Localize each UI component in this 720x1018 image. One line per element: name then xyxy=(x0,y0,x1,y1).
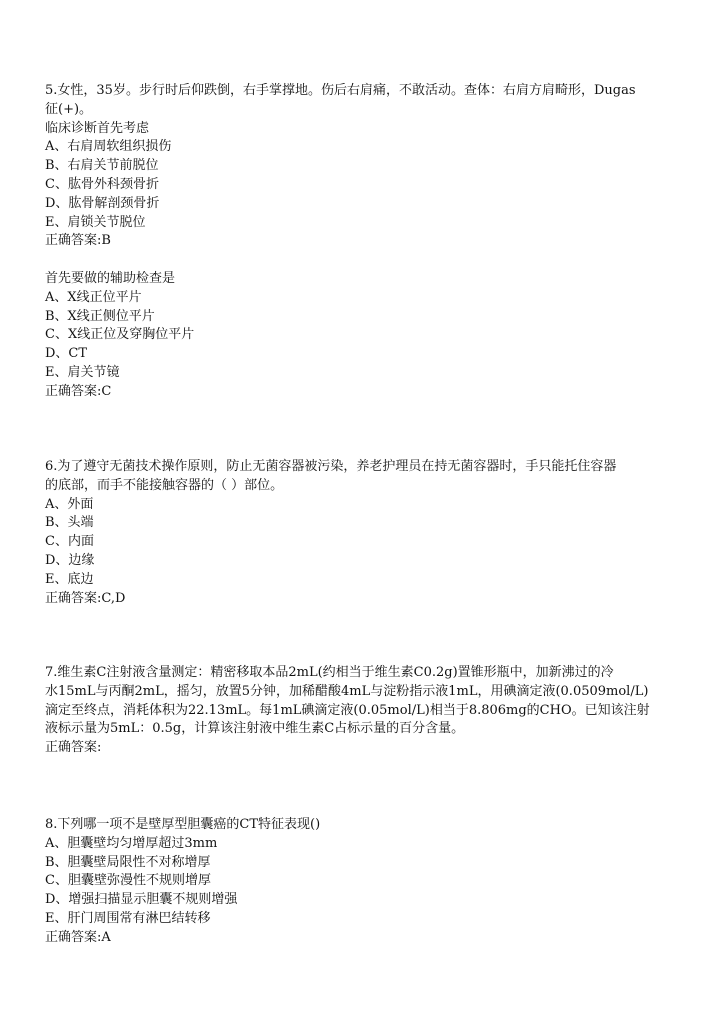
q7-stem-line3: 滴定至终点，消耗体积为22.13mL。每1mL碘滴定液(0.05mol/L)相当于8.806mg的CHO。已知该注射 xyxy=(45,702,650,718)
question-5 xyxy=(45,82,679,402)
q7-answer: 正确答案: xyxy=(45,740,102,756)
q5-sub2-answer: 正确答案:C xyxy=(45,383,112,399)
q6-answer: 正确答案:C,D xyxy=(45,590,126,606)
q8-option-b: B、胆囊壁局限性不对称增厚 xyxy=(45,854,211,870)
q5-stem-line2: 征(+)。 xyxy=(45,101,93,117)
q8-option-a: A、胆囊壁均匀增厚超过3mm xyxy=(45,835,218,851)
q8-stem: 8.下列哪一项不是壁厚型胆囊癌的CT特征表现() xyxy=(45,817,321,832)
q5-sub1-option-e: E、肩锁关节脱位 xyxy=(45,214,146,230)
q5-sub2-option-c: C、X线正位及穿胸位平片 xyxy=(45,327,195,343)
q5-sub1-option-d: D、肱骨解剖颈骨折 xyxy=(45,195,160,211)
q7-stem-line1: 7.维生素C注射液含量测定：精密移取本品2mL(约相当于维生素C0.2g)置锥形瓶中，加新沸过的冷 xyxy=(45,665,614,680)
q5-sub1-option-a: A、右肩周软组织损伤 xyxy=(45,139,172,155)
q8-answer: 正确答案:A xyxy=(45,929,111,945)
q8-option-c: C、胆囊壁弥漫性不规则增厚 xyxy=(45,873,211,889)
q7-stem-line2: 水15mL与丙酮2mL，摇匀，放置5分钟，加稀醋酸4mL与淀粉指示液1mL，用碘滴定液(0.0509mol/L) xyxy=(45,683,649,699)
q7-stem-line4: 液标示量为5mL：0.5g，计算该注射液中维生素C占标示量的百分含量。 xyxy=(45,721,465,737)
question-7 xyxy=(45,664,679,758)
q8-option-d: D、增强扫描显示胆囊不规则增强 xyxy=(45,892,238,908)
question-6 xyxy=(45,458,679,608)
q5-sub2-option-b: B、X线正侧位平片 xyxy=(45,308,155,324)
q5-sub2-option-e: E、肩关节镜 xyxy=(45,364,120,380)
q5-sub2-option-d: D、CT xyxy=(45,346,88,362)
q5-sub1-prompt: 临床诊断首先考虑 xyxy=(45,120,150,136)
q6-stem-line2: 的底部，而手不能接触容器的（ ）部位。 xyxy=(45,477,284,493)
q6-option-c: C、内面 xyxy=(45,534,94,550)
q5-stem-line1: 5.女性，35岁。步行时后仰跌倒，右手掌撑地。伤后右肩痛，不敢活动。查体：右肩方肩畸形，Dugas xyxy=(45,83,636,98)
question-8 xyxy=(45,816,679,948)
q6-option-b: B、头端 xyxy=(45,515,94,531)
q5-sub2-option-a: A、X线正位平片 xyxy=(45,289,142,305)
q5-sub1-answer: 正确答案:B xyxy=(45,233,111,249)
q6-stem-line1: 6.为了遵守无菌技术操作原则，防止无菌容器被污染，养老护理员在持无菌容器时，手只能托住容器 xyxy=(45,459,617,474)
q6-option-d: D、边缘 xyxy=(45,552,95,568)
q6-option-a: A、外面 xyxy=(45,496,94,512)
q8-option-e: E、肝门周围常有淋巴结转移 xyxy=(45,910,211,926)
q5-sub1-option-c: C、肱骨外科颈骨折 xyxy=(45,176,159,192)
q5-sub1-option-b: B、右肩关节前脱位 xyxy=(45,158,159,174)
q5-sub2-prompt: 首先要做的辅助检查是 xyxy=(45,270,176,286)
q6-option-e: E、底边 xyxy=(45,571,94,587)
